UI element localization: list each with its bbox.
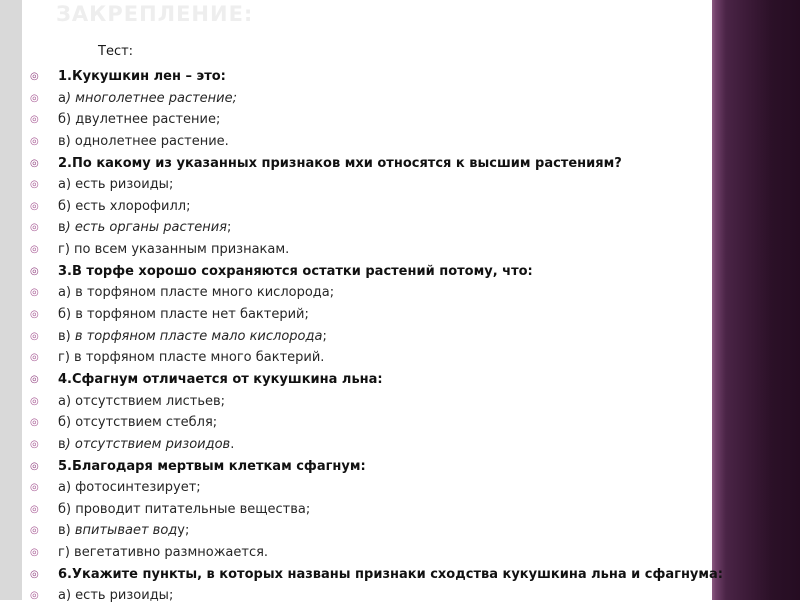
item-text-emphasis: ) есть органы растения [65,220,227,236]
answer-item [28,239,723,261]
item-text: б) проводит питательные вещества; [58,501,311,517]
bullet-circle-icon: ◎ [30,157,39,169]
answer-item [28,109,723,131]
item-text: в) [58,523,75,539]
answer-item [28,131,723,153]
answer-item [28,347,723,369]
item-text: а) есть ризоиды; [58,588,174,604]
item-text: 6.Укажите пункты, в которых названы признаки сходства кукушкина льна и сфагнума: [58,566,723,582]
item-text: а) в торфяном пласте много кислорода; [58,285,335,301]
item-text-tail: ; [322,328,327,344]
item-text: в [58,220,66,236]
item-text-tail: . [230,436,235,452]
answer-item [28,542,723,564]
bullet-circle-icon: ◎ [30,460,39,472]
item-text: б) есть хлорофилл; [58,198,191,214]
question-item [28,369,723,391]
question-item [28,456,723,478]
test-label: Тест: [98,44,134,59]
bullet-circle-icon: ◎ [30,309,39,321]
item-text: 5.Благодаря мертвым клеткам сфагнум: [58,458,366,474]
item-text: г) в торфяном пласте много бактерий. [58,350,325,366]
bullet-circle-icon: ◎ [30,222,39,234]
bullet-circle-icon: ◎ [30,438,39,450]
bullet-circle-icon: ◎ [30,135,39,147]
answer-item [28,326,723,348]
answer-item [28,391,723,413]
item-text: а) есть ризоиды; [58,177,174,193]
item-text-emphasis: в торфяном пласте мало кислорода [74,328,323,344]
bullet-circle-icon: ◎ [30,395,39,407]
answer-item [28,304,723,326]
bullet-circle-icon: ◎ [30,525,39,537]
item-text: 4.Сфагнум отличается от кукушкина льна: [58,371,383,387]
test-items-list [28,66,723,607]
bullet-circle-icon: ◎ [30,330,39,342]
item-text: г) вегетативно размножается. [58,545,269,561]
answer-item [28,174,723,196]
bullet-circle-icon: ◎ [30,244,39,256]
answer-item [28,434,723,456]
item-text-emphasis: впитывает вод [74,523,178,539]
item-text: 1.Кукушкин лен – это: [58,69,226,84]
bullet-circle-icon: ◎ [30,373,39,385]
answer-item [28,196,723,218]
item-text: б) отсутствием стебля; [58,415,218,431]
bullet-circle-icon: ◎ [30,92,39,104]
answer-item [28,520,723,542]
right-decorative-band [712,0,800,600]
item-text: б) в торфяном пласте нет бактерий; [58,307,309,323]
bullet-circle-icon: ◎ [30,71,39,82]
question-item [28,564,723,586]
item-text-emphasis: ) отсутствием ризоидов [65,436,231,452]
item-text-tail: ; [227,220,232,236]
item-text-emphasis: ) многолетнее растение; [65,90,237,106]
left-edge-stripe [0,0,22,600]
bullet-circle-icon: ◎ [30,352,39,364]
question-item [28,261,723,283]
bullet-circle-icon: ◎ [30,482,39,494]
bullet-circle-icon: ◎ [30,114,39,126]
bullet-circle-icon: ◎ [30,265,39,277]
item-text: в [58,436,66,452]
answer-item [28,585,723,607]
answer-item [28,412,723,434]
bullet-circle-icon: ◎ [30,547,39,559]
answer-item [28,88,723,110]
item-text: г) по всем указанным признакам. [58,242,290,258]
item-text: а [58,90,66,106]
answer-item [28,499,723,521]
question-item [28,153,723,175]
question-item [28,66,723,88]
answer-item [28,282,723,304]
item-text: а) отсутствием листьев; [58,393,226,409]
bullet-circle-icon: ◎ [30,200,39,212]
item-text: 3.В торфе хорошо сохраняются остатки растений потому, что: [58,263,533,279]
item-text: в) [58,328,75,344]
bullet-circle-icon: ◎ [30,568,39,580]
item-text: б) двулетнее растение; [58,112,221,128]
answer-item [28,217,723,239]
bullet-circle-icon: ◎ [30,179,39,191]
bullet-circle-icon: ◎ [30,590,39,602]
slide-title: ЗАКРЕПЛЕНИЕ: [56,2,254,26]
item-text: в) однолетнее растение. [58,133,229,149]
item-text-tail: у; [177,523,190,539]
answer-item [28,477,723,499]
bullet-circle-icon: ◎ [30,287,39,299]
bullet-circle-icon: ◎ [30,417,39,429]
item-text: а) фотосинтезирует; [58,480,201,496]
bullet-circle-icon: ◎ [30,503,39,515]
item-text: 2.По какому из указанных признаков мхи относятся к высшим растениям? [58,155,622,171]
